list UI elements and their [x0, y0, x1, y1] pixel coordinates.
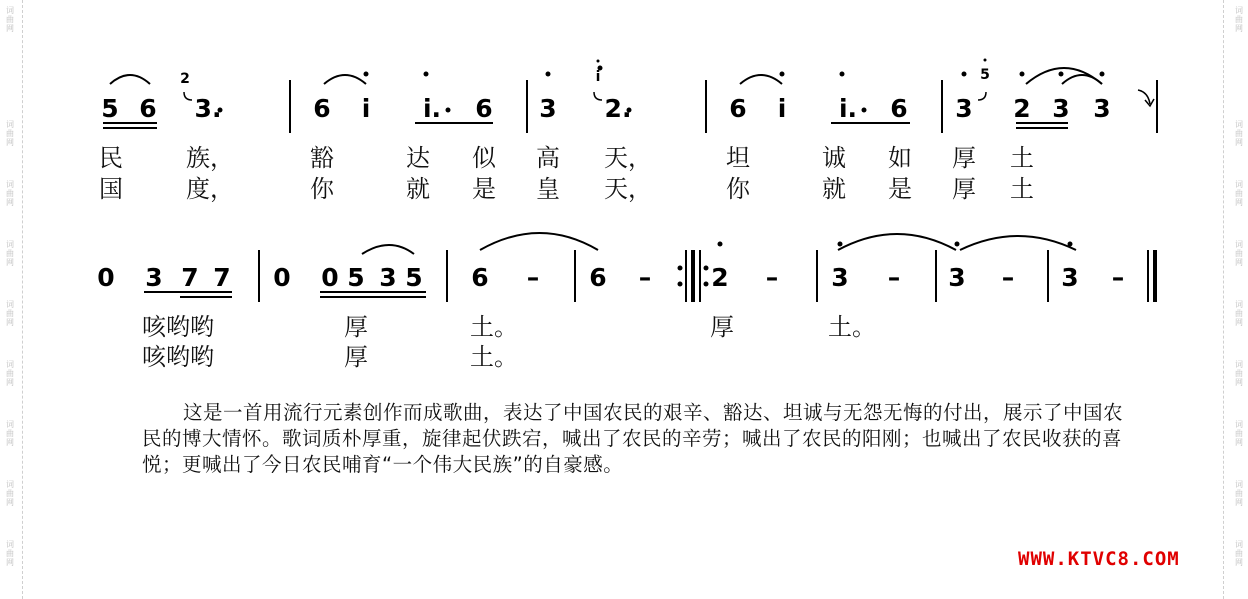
watermark-right-6: 词 曲 网 [1235, 360, 1243, 387]
lyric-verse2: 就 [406, 175, 430, 203]
watermark-right-5: 词 曲 网 [1235, 300, 1243, 327]
slur [324, 75, 366, 84]
note: 2. [604, 94, 632, 123]
lyric-verse1: 高 [536, 144, 560, 172]
note-dash: – [887, 263, 901, 292]
note-dash: – [765, 263, 779, 292]
watermark-left-8: 词 曲 网 [6, 480, 14, 507]
note: 3 [145, 263, 163, 292]
lyric-verse1: 民 [99, 144, 123, 172]
watermark-right-8: 词 曲 网 [1235, 480, 1243, 507]
grace-note: i [595, 69, 601, 85]
note: 3 [539, 94, 557, 123]
lyric-refrain1: 土。 [828, 313, 876, 341]
watermark-left-3: 词 曲 网 [6, 180, 14, 207]
note: 6 [313, 94, 331, 123]
lyric-refrain1: 厚 [344, 313, 368, 341]
lyric-refrain2: 厚 [344, 343, 368, 371]
lyric-verse2: 度， [186, 175, 234, 203]
lyric-refrain2: 土。 [470, 343, 518, 371]
lyric-verse1: 豁 [310, 144, 334, 172]
lyric-verse1: 似 [472, 144, 496, 172]
note-dash: – [1001, 263, 1015, 292]
lyric-refrain2: 咳哟哟 [142, 343, 214, 371]
lyric-verse2: 厚 [952, 175, 976, 203]
note: 3 [379, 263, 397, 292]
note-dash: – [526, 263, 540, 292]
note: i [777, 94, 787, 123]
note: 3 [831, 263, 849, 292]
slur [480, 233, 598, 250]
slur [960, 236, 1076, 250]
note: 3 [948, 263, 966, 292]
note: 6 [589, 263, 607, 292]
note: i. [422, 94, 442, 123]
watermark-right-2: 词 曲 网 [1235, 120, 1243, 147]
note: 7 [181, 263, 199, 292]
turn-arrow [1138, 90, 1150, 104]
note: 0 [97, 263, 115, 292]
watermark-right-3: 词 曲 网 [1235, 180, 1243, 207]
note: 5 [347, 263, 365, 292]
grace-note: 5 [980, 67, 990, 83]
note: 3 [955, 94, 973, 123]
note: 3 [1052, 94, 1070, 123]
grace-note: 2 [180, 71, 190, 87]
note: 2 [1013, 94, 1031, 123]
lyric-verse1: 如 [888, 144, 912, 172]
watermark-left-4: 词 曲 网 [6, 240, 14, 267]
watermark-left-5: 词 曲 网 [6, 300, 14, 327]
note: 3. [194, 94, 222, 123]
note: 5 [101, 94, 119, 123]
lyric-verse1: 土 [1010, 144, 1034, 172]
watermark-right-4: 词 曲 网 [1235, 240, 1243, 267]
watermark-left-1: 词 曲 网 [6, 6, 14, 33]
note: 3 [1093, 94, 1111, 123]
note-dash: – [638, 263, 652, 292]
note: 6 [139, 94, 157, 123]
note: 3 [1061, 263, 1079, 292]
lyric-verse1: 诚 [822, 144, 846, 172]
slur [362, 245, 414, 254]
lyric-verse1: 厚 [952, 144, 976, 172]
song-description: 这是一首用流行元素创作而成歌曲，表达了中国农民的艰辛、豁达、坦诚与无怨无悔的付出，展示了中国农民的博大情怀。歌词质朴厚重，旋律起伏跌宕，喊出了农民的辛劳；喊出了农民的阳刚；也喊出了农民收获的喜悦；更喊出了今日农民哺育“一个伟大民族”的自豪感。 [142, 401, 1123, 476]
lyric-verse1: 达 [406, 144, 430, 172]
watermark-left-7: 词 曲 网 [6, 420, 14, 447]
slur [110, 75, 150, 84]
note: 2 [711, 263, 729, 292]
lyric-verse2: 你 [310, 175, 334, 203]
note: 6 [890, 94, 908, 123]
note: 7 [213, 263, 231, 292]
note: 5 [405, 263, 423, 292]
lyric-refrain1: 咳哟哟 [142, 313, 214, 341]
watermark-left-9: 词 曲 网 [6, 540, 14, 567]
note: 0 [321, 263, 339, 292]
lyric-verse1: 族， [186, 144, 234, 172]
lyric-verse2: 国 [99, 175, 123, 203]
lyric-verse1: 坦 [726, 144, 750, 172]
lyric-verse2: 土 [1010, 175, 1034, 203]
lyric-verse2: 就 [822, 175, 846, 203]
watermark-left-2: 词 曲 网 [6, 120, 14, 147]
lyric-verse2: 天， [604, 175, 652, 203]
lyric-verse2: 是 [472, 175, 496, 203]
note: 6 [471, 263, 489, 292]
slur [1062, 75, 1102, 84]
watermark-right-7: 词 曲 网 [1235, 420, 1243, 447]
slur [740, 75, 782, 84]
note: 0 [273, 263, 291, 292]
note: 6 [475, 94, 493, 123]
watermark-left-6: 词 曲 网 [6, 360, 14, 387]
watermark-right-1: 词 曲 网 [1235, 6, 1243, 33]
note: i. [838, 94, 858, 123]
watermark-right-9: 词 曲 网 [1235, 540, 1243, 567]
slur [838, 234, 956, 250]
lyric-verse1: 天， [604, 144, 652, 172]
note: i [361, 94, 371, 123]
lyric-verse2: 你 [726, 175, 750, 203]
lyric-verse2: 皇 [536, 175, 560, 203]
site-url: WWW.KTVC8.COM [1018, 548, 1180, 570]
lyric-verse2: 是 [888, 175, 912, 203]
note: 6 [729, 94, 747, 123]
lyric-refrain1: 土。 [470, 313, 518, 341]
lyric-refrain1: 厚 [710, 313, 734, 341]
note-dash: – [1111, 263, 1125, 292]
